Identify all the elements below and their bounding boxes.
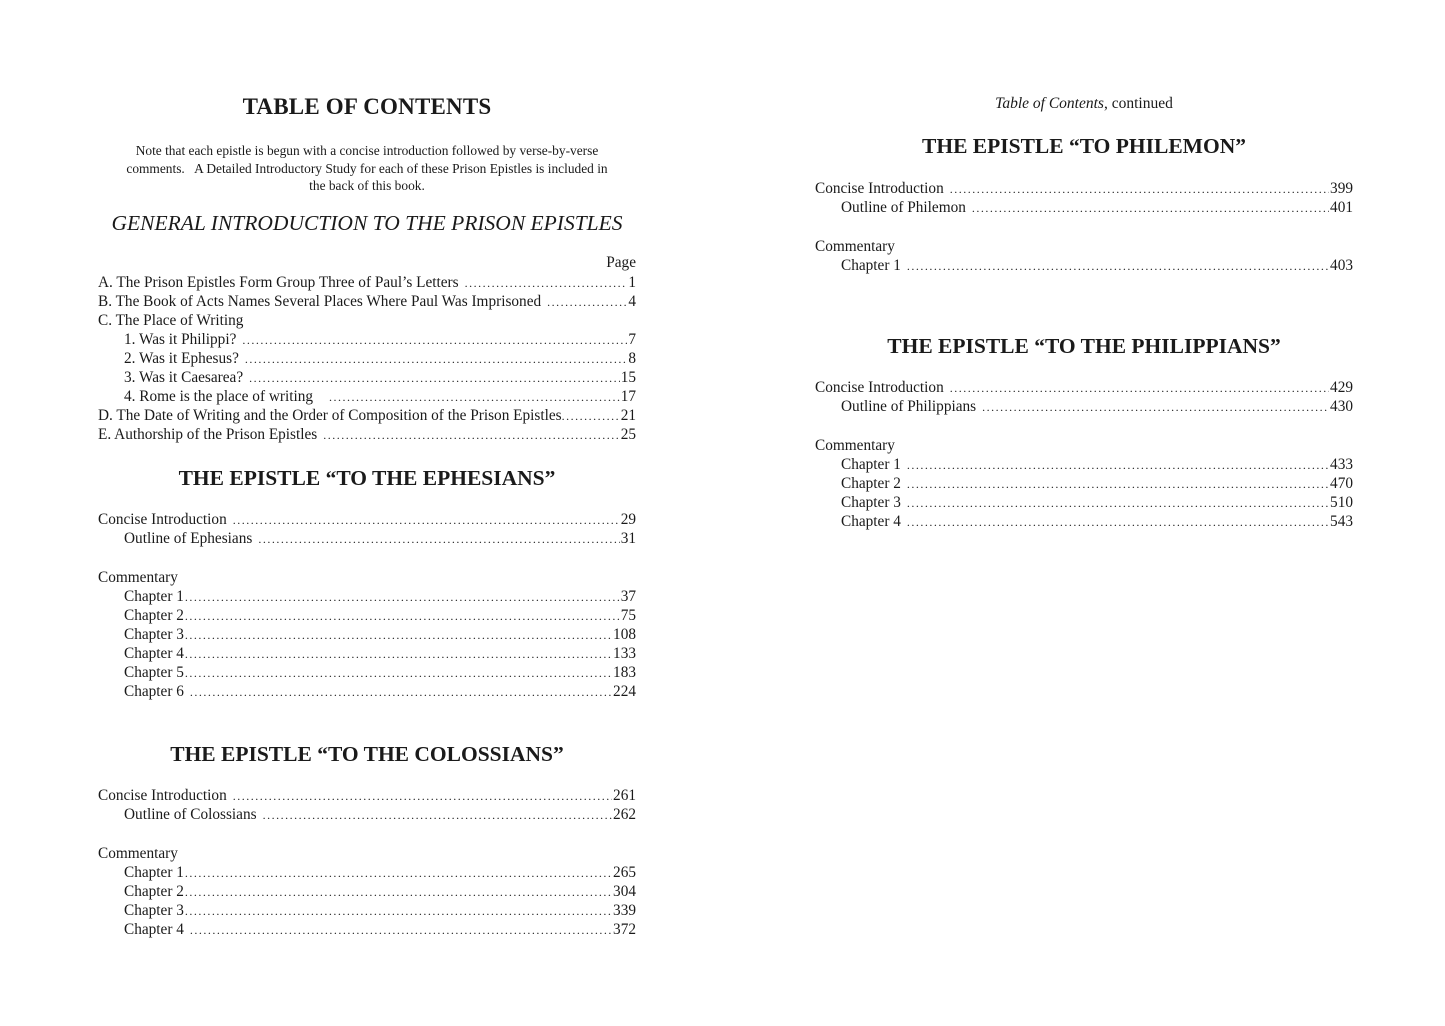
colossians-chapter-1[interactable]: Chapter 1 ..... 265 <box>98 863 636 882</box>
colossians-chapter-2[interactable]: Chapter 2 ..... 304 <box>98 882 636 901</box>
colossians-chapter-3[interactable]: Chapter 3 ..... 339 <box>98 901 636 920</box>
philippians-outline[interactable]: Outline of Philippians ..... 430 <box>815 397 1353 416</box>
colossians-concise-intro[interactable]: Concise Introduction ..... 261 <box>98 786 636 805</box>
ephesians-commentary-label: Commentary <box>98 569 178 586</box>
philippians-chapter-1[interactable]: Chapter 1 ..... 433 <box>815 455 1353 474</box>
continued-header <box>815 95 1353 113</box>
philippians-chapter-3[interactable]: Chapter 3 ..... 510 <box>815 493 1353 512</box>
right-page <box>815 0 1353 1026</box>
ephesians-chapter-1[interactable]: Chapter 1 ..... 37 <box>98 587 636 606</box>
colossians-outline[interactable]: Outline of Colossians ..... 262 <box>98 805 636 824</box>
continued-italic: Table of Contents <box>995 95 1104 112</box>
left-page <box>98 0 636 1026</box>
toc-entry-c2[interactable]: 2. Was it Ephesus? ..... 8 <box>98 349 636 368</box>
philippians-title: THE EPISTLE “TO THE PHILIPPIANS” <box>887 334 1281 358</box>
toc-entry-c[interactable]: C. The Place of Writing <box>98 312 244 329</box>
toc-entry-b[interactable]: B. The Book of Acts Names Several Places Where Paul Was Imprisoned ..... 4 <box>98 292 636 311</box>
toc-entry-e[interactable]: E. Authorship of the Prison Epistles ..... 25 <box>98 425 636 444</box>
continued-suffix: , continued <box>1103 95 1173 112</box>
ephesians-title: THE EPISTLE “TO THE EPHESIANS” <box>178 466 556 490</box>
intro-note <box>88 142 646 195</box>
philippians-commentary-label: Commentary <box>815 437 895 454</box>
note-line: Note that each epistle is begun with a concise introduction followed by verse-by-verse <box>135 143 599 158</box>
ephesians-concise-intro[interactable]: Concise Introduction ..... 29 <box>98 510 636 529</box>
ephesians-chapter-2[interactable]: Chapter 2 ..... 75 <box>98 606 636 625</box>
toc-entry-a[interactable]: A. The Prison Epistles Form Group Three of Paul’s Letters ..... 1 <box>98 273 636 292</box>
colossians-commentary-label: Commentary <box>98 845 178 862</box>
toc-entry-c3[interactable]: 3. Was it Caesarea? ..... 15 <box>98 368 636 387</box>
page-title: TABLE OF CONTENTS <box>242 94 492 119</box>
philippians-concise-intro[interactable]: Concise Introduction ..... 429 <box>815 378 1353 397</box>
toc-entry-c4[interactable]: 4. Rome is the place of writing ..... 17 <box>98 387 636 406</box>
philippians-chapter-4[interactable]: Chapter 4 ..... 543 <box>815 512 1353 531</box>
note-line: comments. A Detailed Introductory Study for each of these Prison Epistles is included in <box>126 160 608 176</box>
ephesians-chapter-5[interactable]: Chapter 5 ..... 183 <box>98 663 636 682</box>
toc-entry-c1[interactable]: 1. Was it Philippi? ..... 7 <box>98 330 636 349</box>
page-column-label: Page <box>606 254 636 271</box>
ephesians-chapter-4[interactable]: Chapter 4 ..... 133 <box>98 644 636 663</box>
ephesians-outline[interactable]: Outline of Ephesians ..... 31 <box>98 529 636 548</box>
philemon-chapter-1[interactable]: Chapter 1 ..... 403 <box>815 256 1353 275</box>
general-intro-title: GENERAL INTRODUCTION TO THE PRISON EPISTLES <box>111 211 623 235</box>
philemon-outline[interactable]: Outline of Philemon ..... 401 <box>815 198 1353 217</box>
philemon-commentary-label: Commentary <box>815 238 895 255</box>
note-line: the back of this book. <box>309 178 425 193</box>
colossians-title: THE EPISTLE “TO THE COLOSSIANS” <box>170 742 564 766</box>
philippians-chapter-2[interactable]: Chapter 2 ..... 470 <box>815 474 1353 493</box>
philemon-title: THE EPISTLE “TO PHILEMON” <box>922 134 1246 158</box>
ephesians-chapter-6[interactable]: Chapter 6 ..... 224 <box>98 682 636 701</box>
philemon-concise-intro[interactable]: Concise Introduction ..... 399 <box>815 179 1353 198</box>
ephesians-chapter-3[interactable]: Chapter 3 ..... 108 <box>98 625 636 644</box>
toc-entry-d[interactable]: D. The Date of Writing and the Order of Composition of the Prison Epistles ..... 21 <box>98 406 636 425</box>
colossians-chapter-4[interactable]: Chapter 4 ..... 372 <box>98 920 636 939</box>
